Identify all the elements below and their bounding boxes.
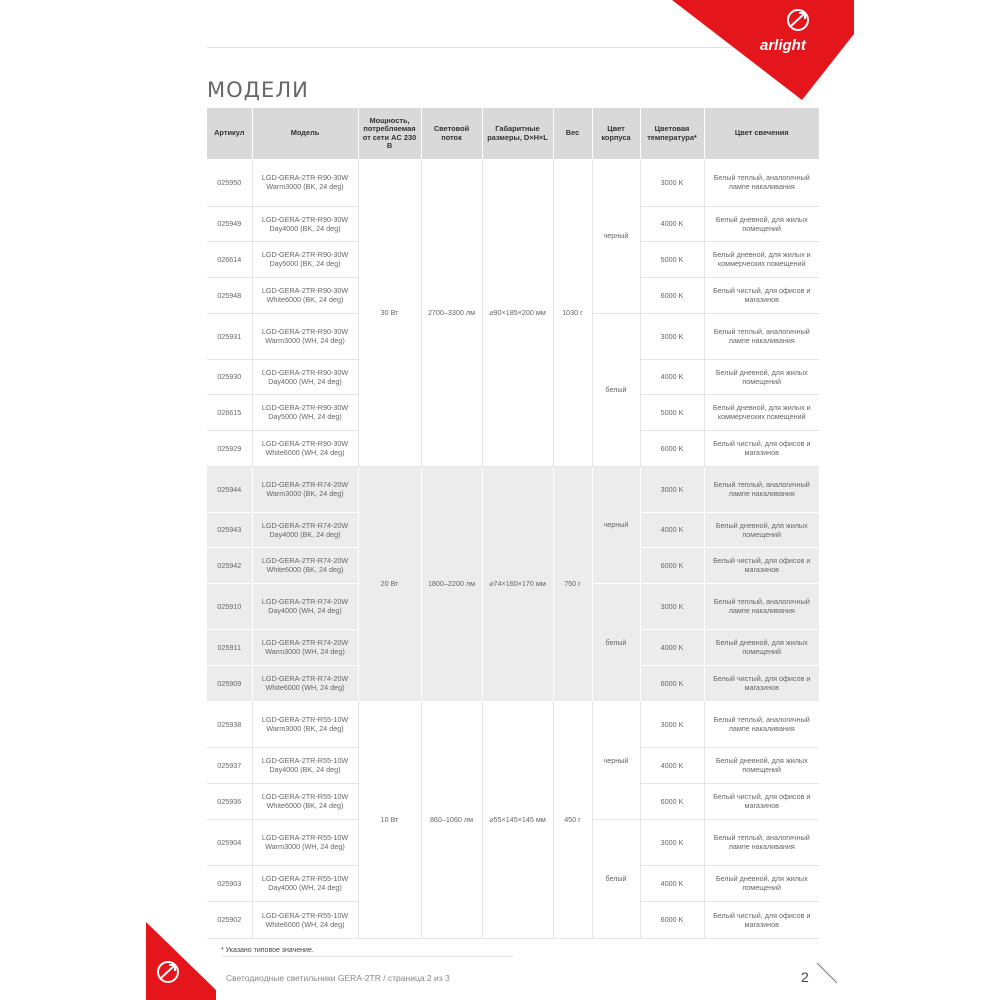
cell-power: 10 Вт <box>358 701 421 938</box>
cell-article: 025948 <box>207 277 252 313</box>
footer-text: Светодиодные светильники GERA-2TR / страница 2 из 3 <box>226 973 450 983</box>
cell-article: 026614 <box>207 241 252 277</box>
cell-model: LGD-GERA-2TR-R90-30W Warm3000 (WH, 24 deg) <box>252 313 358 359</box>
header-model: Модель <box>252 108 358 159</box>
cell-article: 025909 <box>207 665 252 701</box>
cell-model: LGD-GERA-2TR-R90-30W Day4000 (WH, 24 deg) <box>252 359 358 394</box>
table-header-row <box>207 108 819 159</box>
cell-article: 025943 <box>207 512 252 547</box>
cell-article: 025911 <box>207 629 252 665</box>
cell-article: 025904 <box>207 819 252 865</box>
cell-body-color: белый <box>592 313 640 466</box>
cell-cct: 3000 K <box>640 313 704 359</box>
cell-cct: 4000 K <box>640 865 704 901</box>
header-cct: Цветовая температура* <box>640 108 704 159</box>
brand-corner-top <box>672 0 854 100</box>
cell-flux: 1800–2200 лм <box>421 466 482 701</box>
cell-model: LGD-GERA-2TR-R74-20W Day4000 (BK, 24 deg) <box>252 512 358 547</box>
cell-cct: 3000 K <box>640 701 704 747</box>
cell-light-color: Белый дневной, для жилых и коммерческих помещений <box>704 241 819 277</box>
cell-body-color: белый <box>592 583 640 701</box>
cell-article: 025936 <box>207 783 252 819</box>
cell-light-color: Белый дневной, для жилых помещений <box>704 512 819 547</box>
cell-article: 026615 <box>207 394 252 430</box>
cell-weight: 750 г <box>553 466 592 701</box>
cell-dims: ⌀90×185×200 мм <box>482 159 553 466</box>
cell-model: LGD-GERA-2TR-R74-20W Warm3000 (BK, 24 deg) <box>252 466 358 512</box>
cell-body-color: черный <box>592 466 640 583</box>
header-flux: Световой поток <box>421 108 482 159</box>
cell-article: 025937 <box>207 747 252 783</box>
cell-body-color: черный <box>592 701 640 819</box>
cell-model: LGD-GERA-2TR-R74-20W Day4000 (WH, 24 deg) <box>252 583 358 629</box>
cell-light-color: Белый теплый, аналогичный лампе накаливания <box>704 159 819 206</box>
page-slash-decoration <box>816 962 838 984</box>
cell-weight: 1030 г <box>553 159 592 466</box>
cell-model: LGD-GERA-2TR-R74-20W White6000 (WH, 24 deg) <box>252 665 358 701</box>
cell-light-color: Белый теплый, аналогичный лампе накаливания <box>704 583 819 629</box>
cell-cct: 6000 K <box>640 783 704 819</box>
cell-light-color: Белый дневной, для жилых помещений <box>704 747 819 783</box>
cell-cct: 4000 K <box>640 206 704 241</box>
cell-cct: 6000 K <box>640 430 704 466</box>
cell-body-color: черный <box>592 159 640 313</box>
cell-light-color: Белый дневной, для жилых и коммерческих помещений <box>704 394 819 430</box>
cell-light-color: Белый чистый, для офисов и магазинов <box>704 665 819 701</box>
svg-text:arlight: arlight <box>760 37 806 54</box>
cell-article: 025903 <box>207 865 252 901</box>
cell-dims: ⌀74×160×170 мм <box>482 466 553 701</box>
cell-light-color: Белый дневной, для жилых помещений <box>704 359 819 394</box>
table-row <box>207 159 819 206</box>
cell-dims: ⌀55×145×145 мм <box>482 701 553 938</box>
cell-cct: 3000 K <box>640 466 704 512</box>
cell-light-color: Белый теплый, аналогичный лампе накаливания <box>704 466 819 512</box>
cell-light-color: Белый теплый, аналогичный лампе накаливания <box>704 313 819 359</box>
table-row <box>207 701 819 747</box>
cell-flux: 860–1060 лм <box>421 701 482 938</box>
cell-model: LGD-GERA-2TR-R55-10W Day4000 (WH, 24 deg) <box>252 865 358 901</box>
cell-cct: 6000 K <box>640 547 704 583</box>
cell-weight: 450 г <box>553 701 592 938</box>
header-dims: Габаритные размеры, D×H×L <box>482 108 553 159</box>
footnote: * Указано типовое значение. <box>221 947 314 954</box>
cell-body-color: белый <box>592 819 640 938</box>
cell-cct: 6000 K <box>640 665 704 701</box>
cell-light-color: Белый теплый, аналогичный лампе накаливания <box>704 701 819 747</box>
cell-article: 025942 <box>207 547 252 583</box>
cell-cct: 6000 K <box>640 901 704 938</box>
cell-model: LGD-GERA-2TR-R90-30W Day4000 (BK, 24 deg) <box>252 206 358 241</box>
cell-model: LGD-GERA-2TR-R74-20W Warm3000 (WH, 24 deg) <box>252 629 358 665</box>
cell-model: LGD-GERA-2TR-R55-10W Day4000 (BK, 24 deg) <box>252 747 358 783</box>
cell-light-color: Белый чистый, для офисов и магазинов <box>704 430 819 466</box>
cell-cct: 4000 K <box>640 629 704 665</box>
cell-light-color: Белый дневной, для жилых помещений <box>704 865 819 901</box>
cell-article: 025949 <box>207 206 252 241</box>
cell-cct: 3000 K <box>640 583 704 629</box>
cell-power: 30 Вт <box>358 159 421 466</box>
header-power: Мощность, потребляемая от сети AC 230 В <box>358 108 421 159</box>
header-body-color: Цвет корпуса <box>592 108 640 159</box>
cell-article: 025938 <box>207 701 252 747</box>
cell-article: 025950 <box>207 159 252 206</box>
cell-article: 025931 <box>207 313 252 359</box>
cell-model: LGD-GERA-2TR-R55-10W White6000 (WH, 24 deg) <box>252 901 358 938</box>
cell-article: 025944 <box>207 466 252 512</box>
cell-light-color: Белый дневной, для жилых помещений <box>704 206 819 241</box>
header-article: Артикул <box>207 108 252 159</box>
cell-cct: 4000 K <box>640 512 704 547</box>
table-row <box>207 466 819 512</box>
header-weight: Вес <box>553 108 592 159</box>
cell-light-color: Белый чистый, для офисов и магазинов <box>704 901 819 938</box>
cell-light-color: Белый чистый, для офисов и магазинов <box>704 783 819 819</box>
cell-article: 025930 <box>207 359 252 394</box>
header-light-color: Цвет свечения <box>704 108 819 159</box>
cell-light-color: Белый чистый, для офисов и магазинов <box>704 277 819 313</box>
cell-article: 025910 <box>207 583 252 629</box>
cell-cct: 4000 K <box>640 747 704 783</box>
cell-cct: 6000 K <box>640 277 704 313</box>
cell-article: 025902 <box>207 901 252 938</box>
cell-light-color: Белый теплый, аналогичный лампе накаливания <box>704 819 819 865</box>
cell-light-color: Белый чистый, для офисов и магазинов <box>704 547 819 583</box>
brand-corner-bottom <box>146 922 216 1000</box>
cell-flux: 2700–3300 лм <box>421 159 482 466</box>
cell-model: LGD-GERA-2TR-R90-30W White6000 (BK, 24 deg) <box>252 277 358 313</box>
cell-model: LGD-GERA-2TR-R55-10W White6000 (BK, 24 deg) <box>252 783 358 819</box>
models-table <box>207 108 819 939</box>
cell-cct: 5000 K <box>640 241 704 277</box>
cell-cct: 5000 K <box>640 394 704 430</box>
footnote-rule <box>221 956 513 957</box>
cell-cct: 3000 K <box>640 159 704 206</box>
cell-model: LGD-GERA-2TR-R90-30W Day5000 (WH, 24 deg) <box>252 394 358 430</box>
page-title: МОДЕЛИ <box>207 78 309 103</box>
cell-cct: 3000 K <box>640 819 704 865</box>
cell-article: 025929 <box>207 430 252 466</box>
cell-model: LGD-GERA-2TR-R90-30W White6000 (WH, 24 deg) <box>252 430 358 466</box>
cell-light-color: Белый дневной, для жилых помещений <box>704 629 819 665</box>
cell-model: LGD-GERA-2TR-R74-20W White6000 (BK, 24 deg) <box>252 547 358 583</box>
cell-power: 20 Вт <box>358 466 421 701</box>
cell-model: LGD-GERA-2TR-R55-10W Warm3000 (BK, 24 deg) <box>252 701 358 747</box>
cell-model: LGD-GERA-2TR-R90-30W Day5000 (BK, 24 deg) <box>252 241 358 277</box>
cell-model: LGD-GERA-2TR-R55-10W Warm3000 (WH, 24 deg) <box>252 819 358 865</box>
cell-model: LGD-GERA-2TR-R90-30W Warm3000 (BK, 24 deg) <box>252 159 358 206</box>
cell-cct: 4000 K <box>640 359 704 394</box>
page-number: 2 <box>801 969 809 985</box>
